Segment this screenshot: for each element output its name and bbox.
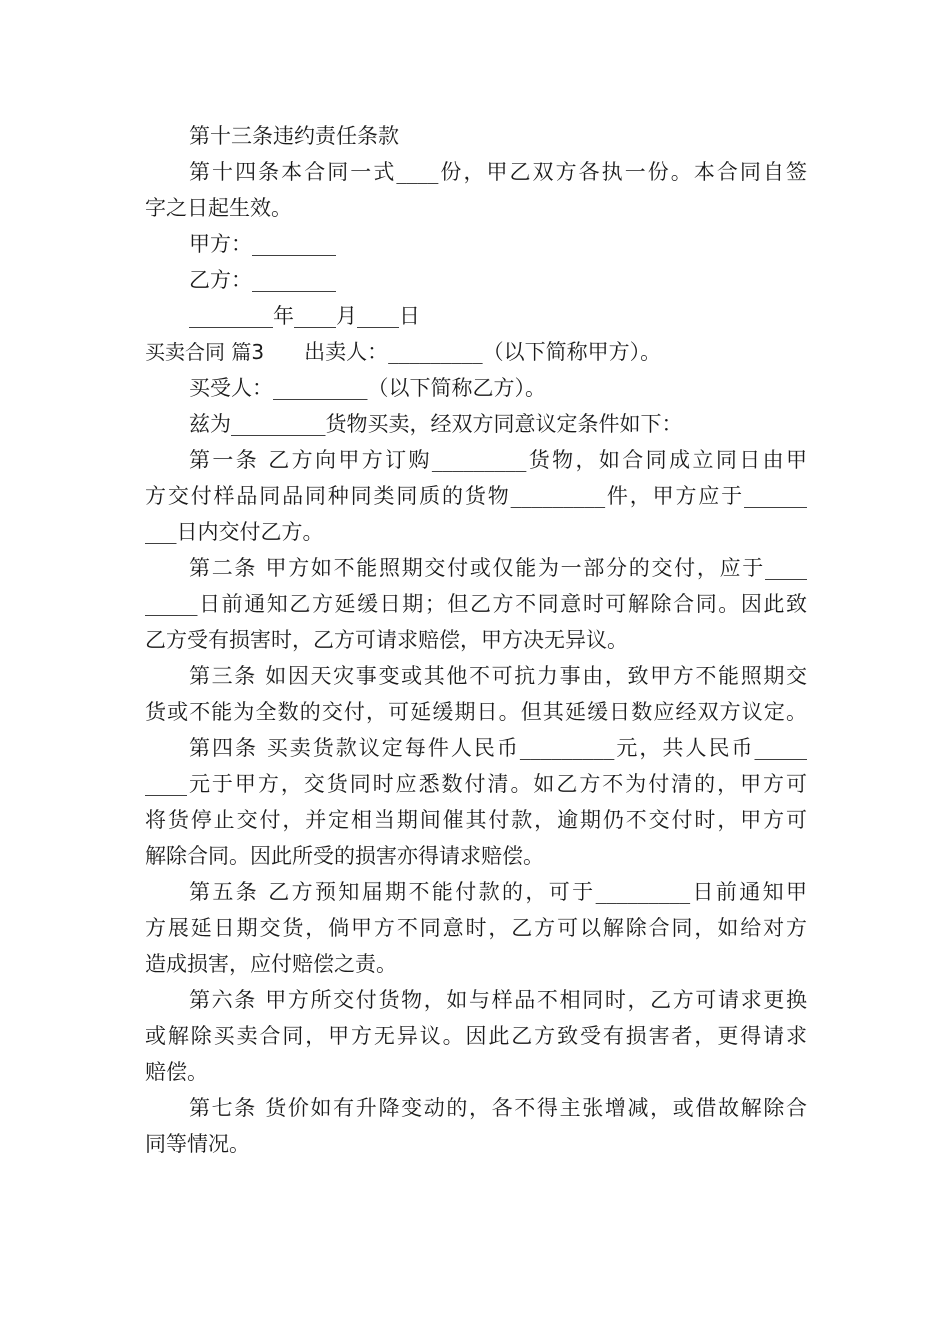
seller-line: 出卖人：_________（以下简称甲方）。 <box>304 340 662 364</box>
clause-1-line-3: ___日内交付乙方。 <box>145 520 324 544</box>
contract-page <box>145 118 807 1162</box>
clause-1-line-1: 第一条 乙方向甲方订购_________货物，如合同成立同日由甲 <box>189 448 807 472</box>
clause-13-title: 第十三条违约责任条款 <box>189 124 399 148</box>
clause-14-line-2: 字之日起生效。 <box>145 196 292 220</box>
preamble-line: 兹为_________货物买卖，经双方同意议定条件如下： <box>189 412 683 436</box>
clause-14-line-1: 第十四条本合同一式____份，甲乙双方各执一份。本合同自签 <box>189 160 807 184</box>
clause-3-line-1: 第三条 如因天灾事变或其他不可抗力事由，致甲方不能照期交 <box>189 664 807 688</box>
clause-5-line-3: 造成损害，应付赔偿之责。 <box>145 952 397 976</box>
party-b-signature: 乙方：________ <box>189 268 336 292</box>
clause-4-line-1: 第四条 买卖货款议定每件人民币_________元，共人民币_____ <box>189 736 807 760</box>
clause-2-line-2: _____日前通知乙方延缓日期；但乙方不同意时可解除合同。因此致 <box>145 592 807 616</box>
contract-3-heading-row <box>145 334 807 370</box>
signing-date: ________年____月____日 <box>189 304 420 328</box>
clause-1-line-2: 方交付样品同品同种同类同质的货物_________件，甲方应于______ <box>145 484 807 508</box>
clause-4-line-3: 将货停止交付，并定相当期间催其付款，逾期仍不交付时，甲方可 <box>145 808 807 832</box>
clause-2-line-3: 乙方受有损害时，乙方可请求赔偿，甲方决无异议。 <box>145 628 628 652</box>
clause-4-line-4: 解除合同。因此所受的损害亦得请求赔偿。 <box>145 844 544 868</box>
clause-7-line-2: 同等情况。 <box>145 1132 250 1156</box>
clause-6-line-1: 第六条 甲方所交付货物，如与样品不相同时，乙方可请求更换 <box>189 988 807 1012</box>
clause-5-line-1: 第五条 乙方预知届期不能付款的，可于_________日前通知甲 <box>189 880 807 904</box>
contract-3-title: 买卖合同 篇3 <box>145 340 265 364</box>
clause-4-line-2: ____元于甲方，交货同时应悉数付清。如乙方不为付清的，甲方可 <box>145 772 807 796</box>
clause-5-line-2: 方展延日期交货，倘甲方不同意时，乙方可以解除合同，如给对方 <box>145 916 807 940</box>
clause-6-line-2: 或解除买卖合同，甲方无异议。因此乙方致受有损害者，更得请求 <box>145 1024 807 1048</box>
clause-6-line-3: 赔偿。 <box>145 1060 208 1084</box>
party-a-signature: 甲方：________ <box>189 232 336 256</box>
buyer-line: 买受人：_________（以下简称乙方）。 <box>189 376 546 400</box>
clause-2-line-1: 第二条 甲方如不能照期交付或仅能为一部分的交付，应于____ <box>189 556 807 580</box>
clause-7-line-1: 第七条 货价如有升降变动的，各不得主张增减，或借故解除合 <box>189 1096 807 1120</box>
clause-3-line-2: 货或不能为全数的交付，可延缓期日。但其延缓日数应经双方议定。 <box>145 700 807 724</box>
